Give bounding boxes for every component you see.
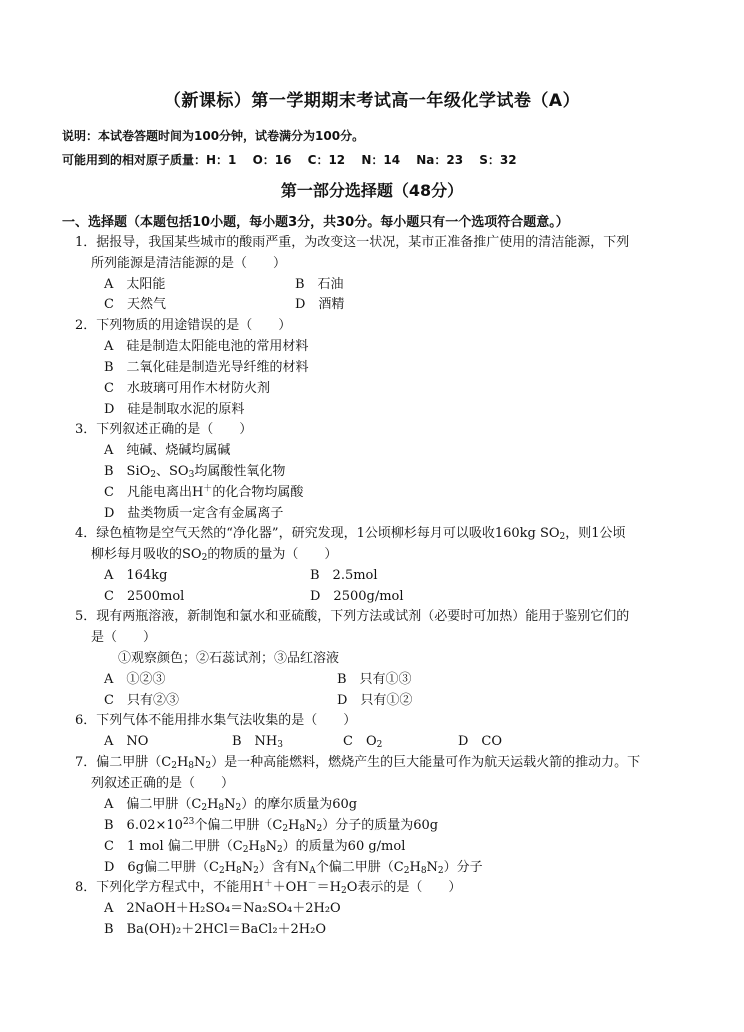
question-1-stem: 1．据报导，我国某些城市的酸雨严重，为改变这一状况，某市正准备推广使用的清洁能源，下列 (75, 235, 630, 250)
section-heading: 一、选择题（本题包括10小题，每小题3分，共30分。每小题只有一个选项符合题意。） (62, 215, 569, 230)
part-title: 第一部分选择题（48分） (280, 181, 464, 200)
question-5-stem-cont: 是（ ） (91, 630, 157, 645)
question-7-option-d: D 6g偏二甲肼$(C_2H_8N_2)$含有$N_A$个偏二甲肼$(C_2H_8N_2)$分子 (104, 860, 483, 876)
question-2-option-b: B 二氧化硅是制造光导纤维的材料 (104, 360, 309, 375)
question-4-option-c: C 2500mol (104, 589, 185, 604)
question-1-option-b: B 石油 (295, 277, 344, 292)
question-1-option-a: A 太阳能 (104, 277, 166, 292)
question-3-option-d: D 盐类物质一定含有金属离子 (104, 506, 284, 521)
question-1-option-d: D 酒精 (295, 297, 345, 312)
question-3-stem: 3．下列叙述正确的是（ ） (75, 422, 253, 437)
question-3-option-a: A 纯碱、烧碱均属碱 (104, 443, 231, 458)
exam-note: 说明：本试卷答题时间为100分钟，试卷满分为100分。 (62, 129, 365, 143)
question-8-stem: 8．下列化学方程式中，不能用$H^++OH^-=H_2O$表示的是（ ） (75, 879, 462, 896)
question-8-option-b: B Ba(OH)₂＋2HCl＝BaCl₂＋2H₂O (104, 922, 327, 937)
question-1-option-c: C 天然气 (104, 297, 166, 312)
question-2-option-a: A 硅是制造太阳能电池的常用材料 (104, 339, 309, 354)
question-7-option-c: C 1 mol 偏二甲肼$(C_2H_8N_2)$的质量为60 g/mol (104, 839, 406, 855)
question-7-option-b: B $6.02\times 10^{23}$个偏二甲肼$(C_2H_8N_2)$分子的质量为60g (104, 817, 439, 834)
question-4-option-b: B 2.5mol (310, 568, 378, 583)
question-6-option-c: C $O_2$ (343, 734, 383, 750)
question-6-option-b: B $NH_3$ (232, 734, 283, 750)
question-6-option-a: A NO (104, 734, 149, 749)
question-3-option-c: C 凡能电离出H＋的化合物均属酸 (104, 484, 304, 500)
question-8-option-a: A 2NaOH＋H₂SO₄＝Na₂SO₄＋2H₂O (104, 901, 341, 916)
question-2-option-c: C 水玻璃可用作木材防火剂 (104, 381, 270, 396)
question-7-stem: 7．偏二甲肼$(C_2H_8N_2)$是一种高能燃料，燃烧产生的巨大能量可作为航天运载火箭的推动力。下 (75, 755, 641, 771)
question-7-stem-cont: 列叙述正确的是（ ） (91, 776, 235, 791)
question-5-option-a: A ①②③ (104, 672, 166, 687)
exam-title: （新课标）第一学期期末考试高一年级化学试卷（A） (163, 91, 581, 111)
question-4-stem-cont: 柳杉每月吸收的$SO_2$的物质的量为（ ） (91, 547, 338, 563)
question-5-option-d: D 只有①② (337, 693, 413, 708)
question-7-option-a: A 偏二甲肼$(C_2H_8N_2)$的摩尔质量为60g (104, 797, 358, 813)
question-5-stem: 5．现有两瓶溶液，新制饱和氯水和亚硫酸，下列方法或试剂（必要时可加热）能用于鉴别它们的 (75, 609, 630, 624)
question-6-stem: 6．下列气体不能用排水集气法收集的是（ ） (75, 713, 357, 728)
question-1-stem-cont: 所列能源是清洁能源的是（ ） (91, 256, 287, 271)
question-5-option-c: C 只有②③ (104, 693, 179, 708)
question-2-stem: 2．下列物质的用途错误的是（ ） (75, 318, 292, 333)
question-4-stem: 4．绿色植物是空气天然的“净化器”，研究发现，1公顷柳杉每月可以吸收160kg $SO_2$，则1公顷 (75, 526, 626, 542)
question-3-option-b: B SiO$_2$、$SO_3$均属酸性氧化物 (104, 464, 286, 480)
question-2-option-d: D 硅是制取水泥的原料 (104, 402, 245, 417)
question-6-option-d: D CO (458, 734, 503, 749)
atomic-masses: 可能用到的相对原子质量：H：1 O：16 C：12 N：14 Na：23 S：32 (62, 153, 517, 167)
question-5-methods: ①观察颜色；②石蕊试剂；③品红溶液 (118, 651, 340, 666)
question-4-option-d: D 2500g/mol (310, 589, 404, 604)
question-5-option-b: B 只有①③ (337, 672, 412, 687)
question-4-option-a: A 164kg (104, 568, 168, 583)
